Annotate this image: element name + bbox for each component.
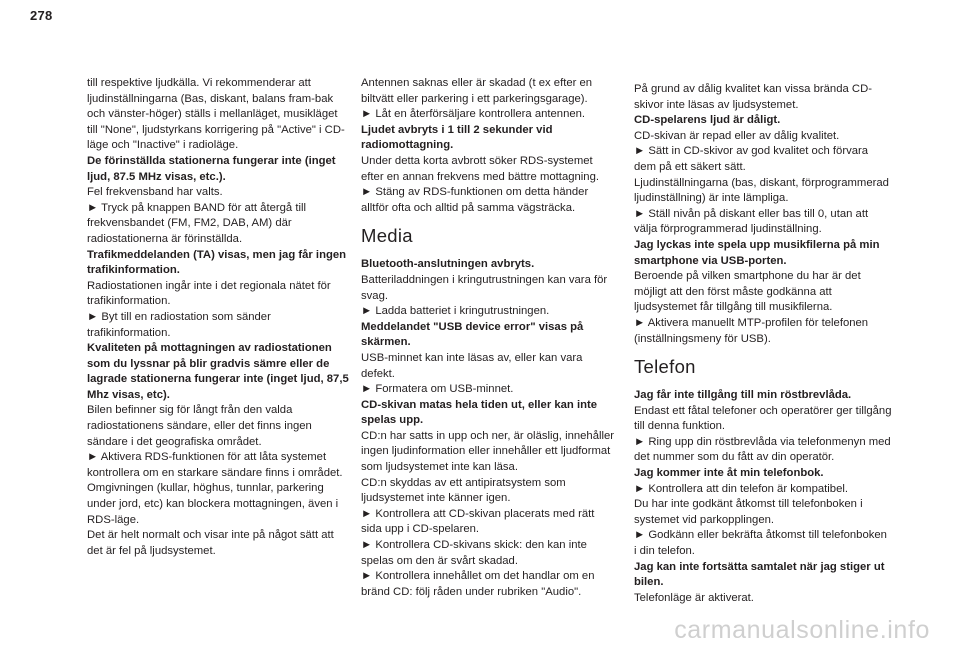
section-heading: Media [361, 225, 413, 247]
question-heading: Jag lyckas inte spela upp musikfilerna på min smartphone via USB-porten. [634, 238, 880, 267]
body-text: Antennen saknas eller är skadad (t ex efter en biltvätt eller parkering i ett parkeringsgarage). [361, 77, 593, 105]
body-text: ► Ladda batteriet i kringutrustningen. [361, 305, 550, 318]
body-text: ► Byt till en radiostation som sänder trafikinformation. [87, 310, 271, 339]
body-text: Endast ett fåtal telefoner och operatörer ger tillgång till denna funktion. [634, 404, 892, 433]
question-heading: Bluetooth-anslutningen avbryts. [361, 258, 535, 271]
body-text: Radiostationen ingår inte i det regionala nätet för trafikinformation. [87, 279, 331, 308]
body-text: ► Aktivera RDS-funktionen för att låta systemet kontrollera om en starkare sändare finns i området. [87, 451, 343, 479]
body-text: ► Tryck på knappen BAND för att återgå till frekvensbandet (FM, FM2, DAB, AM) där radiostationerna är förinställda. [87, 201, 307, 245]
body-text: Fel frekvensband har valts. [87, 186, 223, 199]
body-text: Omgivningen (kullar, höghus, tunnlar, parkering under jord, etc) kan blockera mottagningen, även i RDS-läge. [87, 482, 339, 526]
question-heading: De förinställda stationerna fungerar inte (inget ljud, 87.5 MHz visas, etc.). [87, 154, 336, 183]
body-text: ► Stäng av RDS-funktionen om detta händer alltför ofta och alltid på samma vägsträcka. [361, 186, 589, 214]
body-text: ► Kontrollera att din telefon är kompatibel. [634, 482, 849, 495]
body-text: CD-skivan är repad eller av dålig kvalitet. [634, 129, 840, 142]
body-text: Batteriladdningen i kringutrustningen kan vara för svag. [361, 273, 608, 302]
body-text: Bilen befinner sig för långt från den valda radiostationens sändare, eller det finns ingen sändare i det geografiska området. [87, 404, 312, 448]
body-text: till respektive ljudkälla. Vi rekommenderar att ljudinställningarna (Bas, diskant, balans fram-bak och vänster-höger) ställs i mellanläget, musikläget till "None", ljudstyrkans korrigering på "Active" i CD-läge och "Inactive" i radioläge. [87, 77, 345, 152]
body-text: ► Låt en återförsäljare kontrollera antennen. [361, 108, 586, 121]
column-3 [634, 82, 892, 606]
watermark: carmanualsonline.info [674, 616, 930, 644]
column-2 [361, 76, 616, 600]
body-text: ► Sätt in CD-skivor av god kvalitet och förvara dem på ett säkert sätt. [634, 145, 869, 173]
section-heading: Telefon [634, 356, 696, 378]
body-text: ► Kontrollera innehållet om det handlar om en bränd CD: följ råden under rubriken "Audio". [361, 570, 595, 598]
question-heading: Jag kommer inte åt min telefonbok. [634, 467, 824, 480]
question-heading: CD-spelarens ljud är dåligt. [634, 114, 781, 127]
body-text: ► Aktivera manuellt MTP-profilen för telefonen (inställningsmeny för USB). [634, 316, 869, 345]
page-number: 278 [30, 8, 53, 23]
body-text: ► Ring upp din röstbrevlåda via telefonmenyn med det nummer som du fått av din operatör. [634, 435, 891, 464]
body-text: ► Formatera om USB-minnet. [361, 383, 514, 396]
body-text: ► Ställ nivån på diskant eller bas till 0, utan att välja förprogrammerad ljudinställning. [634, 207, 869, 236]
body-text: CD:n skyddas av ett antipiratsystem som ljudsystemet inte känner igen. [361, 476, 566, 505]
question-heading: Trafikmeddelanden (TA) visas, men jag får ingen trafikinformation. [87, 248, 347, 277]
column-1 [87, 76, 349, 559]
body-text: USB-minnet kan inte läsas av, eller kan vara defekt. [361, 351, 583, 380]
body-text: CD:n har satts in upp och ner, är oläslig, innehåller ingen ljudinformation eller innehåller ett ljudformat som ljudsystemet inte kan läsa. [361, 429, 615, 474]
body-text: Ljudinställningarna (bas, diskant, förprogrammerad ljudinställning) är inte lämpliga. [634, 176, 889, 205]
question-heading: Jag får inte tillgång till min röstbrevlåda. [634, 389, 852, 402]
body-text: På grund av dålig kvalitet kan vissa brända CD-skivor inte läsas av ljudsystemet. [634, 83, 872, 111]
body-text: Det är helt normalt och visar inte på något sätt att det är fel på ljudsystemet. [87, 529, 334, 557]
body-text: Du har inte godkänt åtkomst till telefonboken i systemet vid parkopplingen. [634, 498, 863, 526]
body-text: ► Godkänn eller bekräfta åtkomst till telefonboken i din telefon. [634, 529, 887, 558]
body-text: ► Kontrollera att CD-skivan placerats med rätt sida upp i CD-spelaren. [361, 507, 595, 536]
body-text: ► Kontrollera CD-skivans skick: den kan inte spelas om den är svårt skadad. [361, 539, 587, 567]
question-heading: Kvaliteten på mottagningen av radiostationen som du lyssnar på blir gradvis sämre eller de lagrade stationerna fungerar inte (inget ljud, 87,5 Mhz visas, etc). [87, 342, 349, 401]
question-heading: Jag kan inte fortsätta samtalet när jag stiger ut bilen. [634, 560, 885, 589]
body-text: Under detta korta avbrott söker RDS-systemet efter en annan frekvens med bättre mottagning. [361, 154, 600, 183]
question-heading: Meddelandet "USB device error" visas på skärmen. [361, 320, 584, 349]
body-text: Beroende på vilken smartphone du har är det möjligt att den först måste godkänna att ljudsystemet får tillgång till musikfilerna. [634, 270, 861, 314]
body-text: Telefonläge är aktiverat. [634, 591, 754, 604]
question-heading: CD-skivan matas hela tiden ut, eller kan inte spelas upp. [361, 398, 598, 427]
question-heading: Ljudet avbryts i 1 till 2 sekunder vid radiomottagning. [361, 123, 553, 152]
